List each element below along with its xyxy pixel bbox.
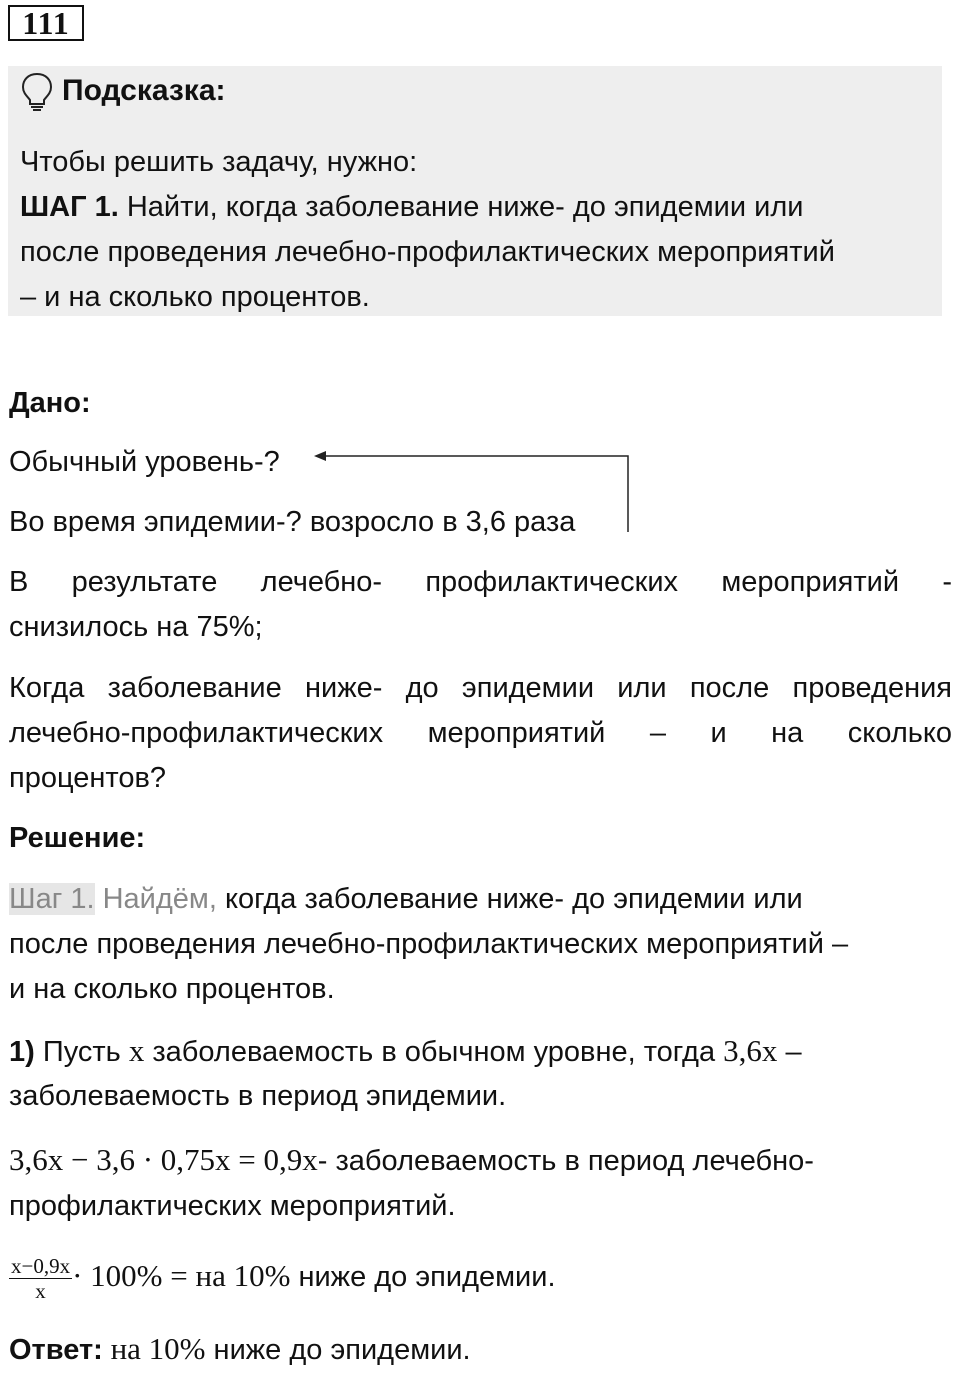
answer-line	[9, 1326, 471, 1373]
solution-item1-line2: заболеваемость в период эпидемии.	[9, 1080, 507, 1112]
fraction-result: · 100% = на 10%	[72, 1258, 291, 1293]
task-number: 111	[8, 5, 84, 41]
fraction-numerator: x−0,9x	[11, 1253, 71, 1278]
solution-item1-line1	[9, 1028, 802, 1075]
given-heading: Дано:	[9, 387, 91, 419]
given-result	[9, 560, 952, 650]
solution-fraction-line	[9, 1246, 556, 1307]
solution-fraction	[9, 1254, 72, 1303]
solution-equation-text: - заболеваемость в период лечебно-	[317, 1145, 814, 1177]
hint-step-line3: – и на сколько процентов.	[20, 281, 370, 313]
solution-equation-line1	[9, 1137, 814, 1184]
solution-item1-text-b: заболеваемость в обычном уровне, тогда	[144, 1036, 724, 1068]
given-question	[9, 666, 952, 801]
solution-equation: 3,6x − 3,6 · 0,75x = 0,9x	[9, 1142, 318, 1177]
given-result-line1: В результате лечебно- профилактических мероприятий -	[9, 566, 952, 598]
solution-item1-text-a: Пусть	[34, 1036, 129, 1068]
given-normal-level: Обычный уровень-?	[9, 446, 280, 478]
answer-label: Ответ:	[9, 1334, 103, 1366]
solution-heading: Решение:	[9, 822, 146, 854]
hint-intro: Чтобы решить задачу, нужно:	[20, 146, 418, 178]
solution-step-label: Шаг 1.	[9, 883, 95, 915]
given-epidemic: Во время эпидемии-? возросло в 3,6 раза	[9, 506, 576, 538]
hint-title	[18, 74, 226, 108]
hint-title-label: Подсказка:	[62, 74, 226, 107]
solution-step-line3: и на сколько процентов.	[9, 973, 335, 1005]
solution-step-verb: Найдём,	[94, 883, 217, 915]
solution-step-line1	[9, 877, 803, 922]
hint-step-label: ШАГ 1.	[20, 191, 119, 223]
hint-step-line2: после проведения лечебно-профилактических мероприятий	[20, 236, 835, 268]
given-question-line1: Когда заболевание ниже- до эпидемии или после проведения	[9, 672, 952, 704]
hint-step-line1	[20, 185, 935, 230]
solution-step-line2: после проведения лечебно-профилактических мероприятий –	[9, 928, 849, 960]
given-question-line3: процентов?	[9, 762, 167, 794]
given-result-line2: снизилось на 75%;	[9, 611, 263, 643]
solution-item1-var: x	[128, 1033, 145, 1068]
fraction-denominator: x	[35, 1278, 46, 1303]
solution-item1-text-c: –	[777, 1036, 802, 1068]
answer-math: на 10%	[102, 1331, 206, 1366]
hint-text	[20, 140, 935, 320]
fraction-text: ниже до эпидемии.	[290, 1261, 556, 1293]
hint-step-text: Найти, когда заболевание ниже- до эпидемии или	[118, 191, 804, 223]
solution-step-text: когда заболевание ниже- до эпидемии или	[216, 883, 803, 915]
solution-equation-line2: профилактических мероприятий.	[9, 1190, 456, 1222]
solution-item1-number: 1)	[9, 1036, 35, 1068]
given-question-line2: лечебно-профилактических мероприятий – и на сколько	[9, 717, 952, 749]
answer-text: ниже до эпидемии.	[205, 1334, 471, 1366]
solution-item1-expr: 3,6x	[723, 1033, 778, 1068]
